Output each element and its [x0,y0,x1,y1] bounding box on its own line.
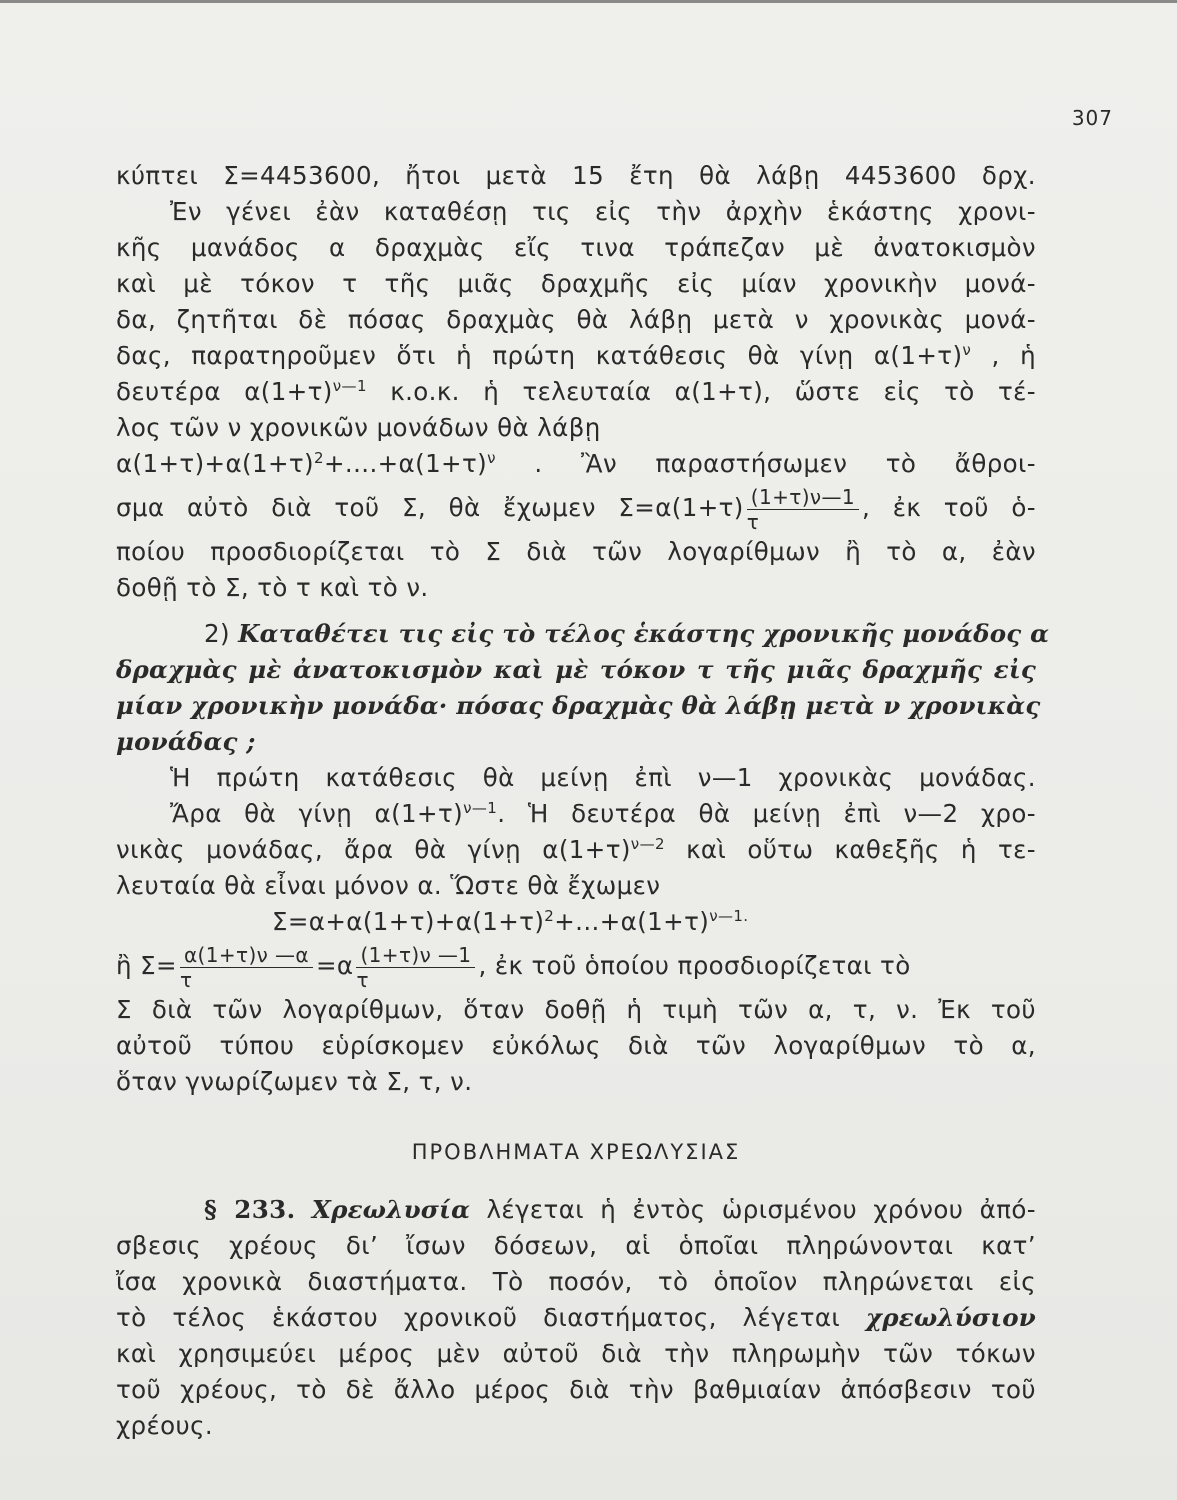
text-line: Ἡ πρώτη κατάθεσις θὰ μείνῃ ἐπὶ ν—1 χρονικὰς μονάδας. [170,763,1036,792]
text-line: ποίου προσδιορίζεται τὸ Σ διὰ τῶν λογαρίθμων ἢ τὸ α, ἐὰν [116,537,1036,566]
text-run: δας, παρατηροῦμεν ὅτι ἡ πρώτη κατάθεσις θὰ γίνῃ α(1+τ) [116,341,963,370]
text-line [116,338,1036,374]
text-run: . Ἡ δευτέρα θὰ μείνῃ ἐπὶ ν—2 χρο- [497,799,1036,828]
text-run: τὸ τέλος ἑκάστου χρονικοῦ διαστήματος, λέγεται [116,1303,866,1332]
fraction-numerator: α(1+τ)ν —α [180,943,313,968]
text-run: καὶ οὕτω καθεξῆς ἡ τε- [664,835,1036,864]
defined-term: Χρεωλυσία [311,1195,471,1224]
text-line: καὶ μὲ τόκον τ τῆς μιᾶς δραχμῆς εἰς μίαν χρονικὴν μονά- [116,269,1036,298]
exponent: 2 [544,906,555,925]
text-line: καὶ χρησιμεύει μέρος μὲν αὐτοῦ διὰ τὴν πληρωμὴν τῶν τόκων [116,1339,1036,1368]
problem-line: δραχμὰς μὲ ἀνατοκισμὸν καὶ μὲ τόκον τ τῆς μιᾶς δραχμῆς εἰς [116,655,1036,684]
text-line: Ἐν γένει ἐὰν καταθέσῃ τις εἰς τὴν ἀρχὴν ἑκάστης χρονι- [170,197,1036,226]
text-line: κῆς μανάδος α δραχμὰς εἴς τινα τράπεζαν μὲ ἀνατοκισμὸν [116,233,1036,262]
fraction [747,485,859,534]
exponent: ν—1. [709,906,749,925]
text-run: . Ἂν παραστήσωμεν τὸ ἄθροι- [495,449,1036,478]
text-run: , ἡ [971,341,1037,370]
text-run: , ἐκ τοῦ ὁ- [862,493,1037,522]
exponent: ν [962,340,972,359]
fraction [180,943,313,992]
text-line: χρέους. [116,1411,214,1440]
problem-line: μονάδας ; [116,727,256,756]
text-line: ἴσα χρονικὰ διαστήματα. Τὸ ποσόν, τὸ ὁποῖον πληρώνεται εἰς [116,1267,1036,1296]
exponent: 2 [314,448,324,467]
text-line: λος τῶν ν χρονικῶν μονάδων θὰ λάβῃ [116,413,601,442]
exponent: ν—1 [463,798,498,817]
equation-run: +...+α(1+τ) [554,907,710,936]
text-line: δοθῇ τὸ Σ, τὸ τ καὶ τὸ ν. [116,573,429,602]
fraction-denominator: τ [746,509,760,534]
text-run: δευτέρα α(1+τ) [116,377,333,406]
equation-run: =α [315,951,354,980]
text-line [116,446,1036,482]
page-body [116,158,1050,1444]
spacer [116,606,1036,616]
equation-line [116,940,1036,992]
text-run: , ἐκ τοῦ ὁποίου προσδιορίζεται τὸ [478,951,911,980]
text-line [116,1192,1036,1228]
section-number: § 233. [204,1195,296,1224]
fraction [356,943,475,992]
exponent: ν—1 [332,376,367,395]
text-run: λέγεται ἡ ἐντὸς ὡρισμένου χρόνου ἀπό- [470,1195,1036,1224]
text-line: λευταία θὰ εἶναι μόνον α. Ὥστε θὰ ἔχωμεν [116,871,661,900]
equation-line [116,904,1036,940]
problem-line: μίαν χρονικὴν μονάδα· πόσας δραχμὰς θὰ λάβῃ μετὰ ν χρονικὰς [116,691,1041,720]
text-line: κύπτει Σ=4453600, ἤτοι μετὰ 15 ἔτη θὰ λάβῃ 4453600 δρχ. [116,161,1036,190]
page-number: 307 [1071,106,1113,130]
text-line: σβεσις χρέους δι’ ἴσων δόσεων, αἱ ὁποῖαι πληρώνονται κατ’ [116,1231,1036,1260]
text-run: α(1+τ)+α(1+τ) [116,449,314,478]
text-run: Ἄρα θὰ γίνῃ α(1+τ) [170,799,464,828]
text-line: δα, ζητῆται δὲ πόσας δραχμὰς θὰ λάβῃ μετὰ ν χρονικὰς μονά- [116,305,1036,334]
text-line [116,1300,1036,1336]
text-line [116,374,1036,410]
text-line: τοῦ χρέους, τὸ δὲ ἄλλο μέρος διὰ τὴν βαθμιαίαν ἀπόσβεσιν τοῦ [116,1375,1036,1404]
problem-number: 2) [204,619,239,648]
text-line: αὐτοῦ τύπου εὑρίσκομεν εὐκόλως διὰ τῶν λογαρίθμων τὸ α, [116,1031,1036,1060]
problem-text: Καταθέτει τις εἰς τὸ τέλος ἑκάστης χρονικῆς μονάδος α [238,619,1050,648]
fraction-numerator: (1+τ)ν —1 [356,943,475,968]
text-run: +....+α(1+τ) [323,449,488,478]
text-line: ὅταν γνωρίζωμεν τὰ Σ, τ, ν. [116,1067,473,1096]
text-line: Σ διὰ τῶν λογαρίθμων, ὅταν δοθῇ ἡ τιμὴ τῶν α, τ, ν. Ἐκ τοῦ [116,995,1036,1024]
exponent: ν [487,448,496,467]
text-run: νικὰς μονάδας, ἄρα θὰ γίνῃ α(1+τ) [116,835,631,864]
equation-run: Σ=α+α(1+τ)+α(1+τ) [272,907,545,936]
defined-term: χρεωλύσιον [865,1303,1036,1332]
text-line [116,482,1036,534]
problem-line [116,616,1050,652]
text-line [116,796,1036,832]
equation-run: ἢ Σ= [116,951,177,980]
text-line [116,832,1036,868]
exponent: ν—2 [630,834,665,853]
fraction-denominator: τ [356,967,369,992]
text-run: σμα αὐτὸ διὰ τοῦ Σ, θὰ ἔχωμεν Σ=α(1+τ) [116,493,744,522]
fraction-denominator: τ [179,967,193,992]
fraction-numerator: (1+τ)ν—1 [747,485,859,510]
text-run: κ.ο.κ. ἡ τελευταία α(1+τ), ὥστε εἰς τὸ τέ- [366,377,1037,406]
section-heading: ΠΡΟΒΛΗΜΑΤΑ ΧΡΕΩΛΥΣΙΑΣ [411,1140,741,1164]
scan-edge [0,0,1177,3]
